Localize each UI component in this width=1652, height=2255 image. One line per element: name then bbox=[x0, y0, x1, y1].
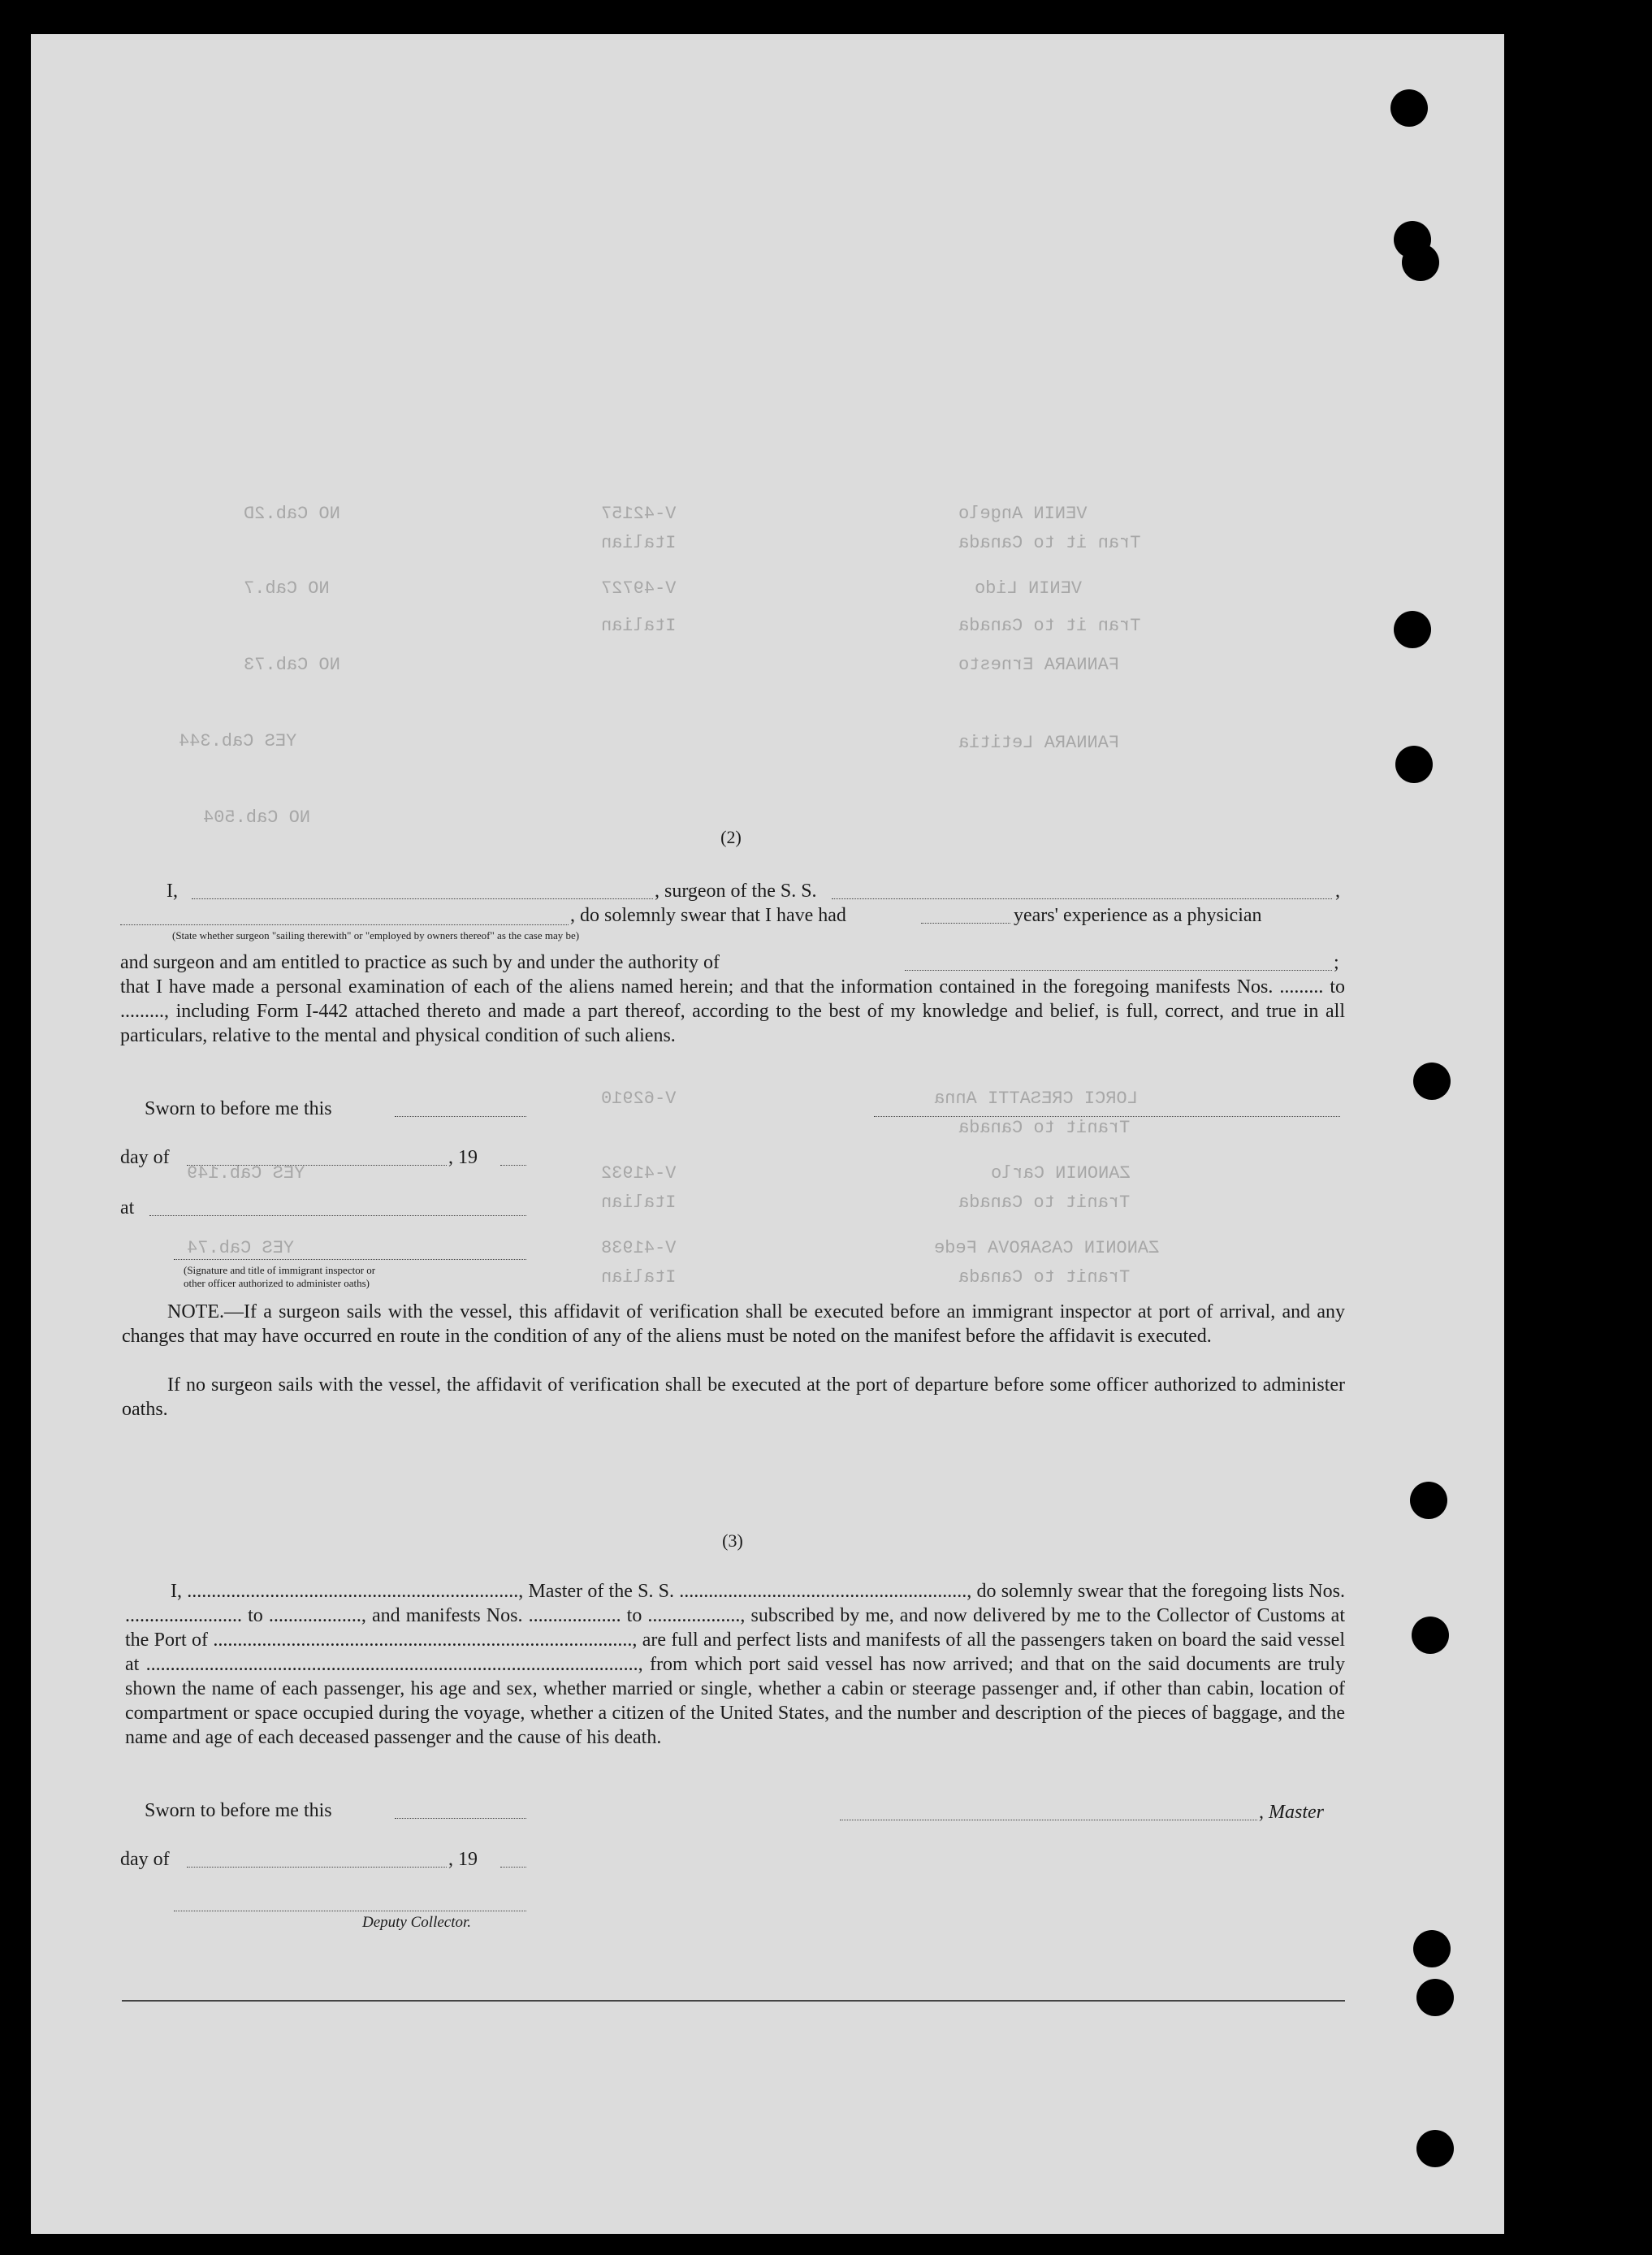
s2-sworn-date-line bbox=[395, 1116, 526, 1117]
punch-hole bbox=[1416, 1979, 1454, 2016]
s2-comma: , bbox=[1335, 881, 1340, 902]
s3-year-line bbox=[500, 1867, 526, 1868]
s2-body-paragraph: that I have made a personal examination of each of the aliens named herein; and that the information contained in the foregoing manifests Nos. ......... to ........., including Form I-442 attached thereto and made a part thereof, according to the best of my knowledge and belief, is full, correct, and true in all particulars, relative to the mental and physical condition of such aliens. bbox=[120, 976, 1345, 1046]
bleed-through-text: NO Cab.2D bbox=[244, 504, 340, 524]
s2-i: I, bbox=[166, 881, 178, 902]
punch-hole bbox=[1410, 1482, 1447, 1519]
bleed-through-text: Tran it to Canada bbox=[958, 533, 1141, 553]
bleed-through-text: VENIN Lido bbox=[975, 578, 1083, 599]
s2-surgeon-sign-line bbox=[874, 1116, 1340, 1117]
s2-signature-note-2: other officer authorized to administer oaths) bbox=[184, 1277, 370, 1289]
s2-years-line bbox=[921, 923, 1010, 924]
s3-day-line bbox=[187, 1867, 447, 1868]
s2-nineteen: , 19 bbox=[448, 1147, 478, 1168]
bleed-through-text: NO Cab.504 bbox=[203, 807, 311, 828]
bleed-through-text: Tranit to Canada bbox=[958, 1192, 1131, 1213]
s3-body-paragraph: I, ...................................................................., Master of the S. S. ..........................................................., do solemnly swear that the foregoing lists Nos. ........................ to ..................., and manifests Nos. ................... to ..................., subscribed by me, and now delivered by me to the Collector of Customs at the Port of ......................................................................................, are full and perfect lists and manifests of all the passengers taken on board the said vessel at ....................................................................................................., from which port said vessel has now arrived; and that on the said documents are truly shown the name of each passenger, his age and sex, whether married or single, whether a cabin or steerage passenger and, if other than cabin, location of compartment or space occupied during the voyage, whether a citizen of the United States, and the number and description of the pieces of baggage, and the name and age of each deceased passenger and the cause of his death. bbox=[125, 1581, 1345, 1748]
bleed-through-text: YES Cab.74 bbox=[187, 1238, 295, 1258]
bleed-through-text: Italian bbox=[601, 616, 677, 636]
punch-hole bbox=[1390, 89, 1428, 127]
s3-master: , Master bbox=[1259, 1802, 1324, 1823]
bleed-through-text: V-49727 bbox=[601, 578, 677, 599]
s2-years: years' experience as a physician bbox=[1014, 905, 1262, 926]
s2-kind-note: (State whether surgeon "sailing therewith" or "employed by owners thereof" as the case may be) bbox=[172, 929, 580, 941]
s3-day-of: day of bbox=[120, 1849, 170, 1870]
punch-hole bbox=[1394, 611, 1431, 648]
section-3-number: (3) bbox=[722, 1530, 743, 1551]
s3-deputy-title: Deputy Collector. bbox=[362, 1914, 472, 1931]
s2-signature-note-1: (Signature and title of immigrant inspector or bbox=[184, 1264, 376, 1276]
bleed-through-text: Tranit to Canada bbox=[958, 1267, 1131, 1288]
bleed-through-text: Tran it to Canada bbox=[958, 616, 1141, 636]
bleed-through-text: FANNARA Ernesto bbox=[958, 655, 1120, 675]
punch-hole bbox=[1416, 2130, 1454, 2167]
document-page bbox=[31, 34, 1504, 2234]
bleed-through-text: FANNARA Letitia bbox=[958, 733, 1120, 753]
punch-hole bbox=[1413, 1930, 1451, 1967]
s2-year-line bbox=[500, 1165, 526, 1166]
bleed-through-text: Italian bbox=[601, 533, 677, 553]
s2-at: at bbox=[120, 1197, 135, 1218]
s2-semicolon: ; bbox=[1334, 952, 1339, 973]
s2-authority-line bbox=[905, 970, 1332, 971]
bleed-through-text: NO Cab.7 bbox=[244, 578, 330, 599]
s2-surgeon-of: , surgeon of the S. S. bbox=[655, 881, 817, 902]
bleed-through-text: VENIN Angelo bbox=[958, 504, 1088, 524]
s3-sworn-date-line bbox=[395, 1818, 526, 1819]
bleed-through-text: ZANONIN CASAROVA Fede bbox=[934, 1238, 1160, 1258]
s2-day-of: day of bbox=[120, 1147, 170, 1168]
s3-nineteen: , 19 bbox=[448, 1849, 478, 1870]
s2-ship-name-line bbox=[832, 898, 1332, 899]
bottom-rule bbox=[122, 2000, 1345, 2002]
section-2-number: (2) bbox=[720, 827, 742, 847]
bleed-through-text: V-41938 bbox=[601, 1238, 677, 1258]
s2-sworn: Sworn to before me this bbox=[145, 1098, 332, 1119]
bleed-through-text: V-62910 bbox=[601, 1089, 677, 1109]
s2-entitled: and surgeon and am entitled to practice as such by and under the authority of bbox=[120, 952, 720, 973]
punch-hole bbox=[1395, 746, 1433, 783]
bleed-through-text: V-42157 bbox=[601, 504, 677, 524]
bleed-through-text: Tranit to Canada bbox=[958, 1118, 1131, 1138]
bleed-through-text: V-41932 bbox=[601, 1163, 677, 1184]
punch-hole bbox=[1413, 1063, 1451, 1100]
punch-hole bbox=[1412, 1617, 1449, 1654]
s2-day-line bbox=[187, 1165, 447, 1166]
bleed-through-text: ZANONIN Carlo bbox=[991, 1163, 1131, 1184]
s2-surgeon-kind-line bbox=[120, 924, 569, 925]
s2-surgeon-name-line bbox=[192, 898, 653, 899]
bleed-through-text: YES Cab.149 bbox=[187, 1163, 305, 1184]
s2-signature-line bbox=[174, 1259, 526, 1260]
s2-swear: , do solemnly swear that I have had bbox=[570, 905, 846, 926]
bleed-through-text: Italian bbox=[601, 1267, 677, 1288]
s3-sworn: Sworn to before me this bbox=[145, 1800, 332, 1821]
bleed-through-text: LORCI CRESATTI Anna bbox=[934, 1089, 1138, 1109]
bleed-through-text: NO Cab.73 bbox=[244, 655, 340, 675]
s2-no-surgeon-paragraph: If no surgeon sails with the vessel, the affidavit of verification shall be executed at the port of departure before some officer authorized to administer oaths. bbox=[122, 1374, 1345, 1420]
bleed-through-text: Italian bbox=[601, 1192, 677, 1213]
punch-hole bbox=[1402, 244, 1439, 281]
bleed-through-text: YES Cab.344 bbox=[179, 731, 297, 751]
s2-at-line bbox=[149, 1215, 526, 1216]
s2-note-paragraph: NOTE.—If a surgeon sails with the vessel, this affidavit of verification shall be executed before an immigrant inspector at port of arrival, and any changes that may have occurred en route in the condition of any of the aliens must be noted on the manifest before the affidavit is executed. bbox=[122, 1301, 1345, 1347]
